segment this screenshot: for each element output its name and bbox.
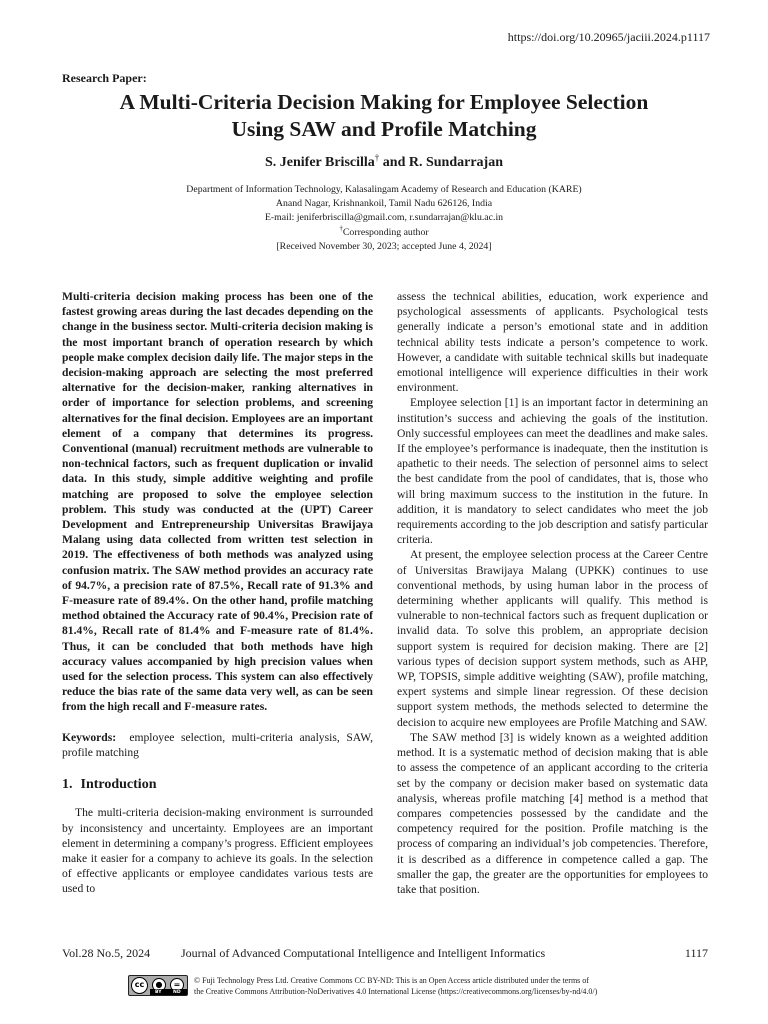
paper-type-label: Research Paper:: [62, 71, 147, 85]
intro-paragraph-5: The SAW method [3] is widely known as a weighted addition method. It is a systematic method of decision making that is able to assess the competence of an applicant according to the criteria set by the company or decision maker based on systematic data analysis, whereas profile matching [4] method is a method that compares competencies possessed by the candidate and the competency required for the position. Profile matching is the process of comparing an individual’s job competencies. Therefore, it is described as a difference in competence called a gap. The smaller the gap, the greater are the opportunities for employees to take that position.: [397, 730, 708, 896]
keywords-text: employee selection, multi-criteria analysis, SAW, profile matching: [62, 730, 373, 759]
abstract: Multi-criteria decision making process has been one of the fastest growing areas during the last decades depending on the change in the business sector. Multi-criteria decision making is the most important branch of operation research by which people make complex decision daily life. The major steps in the decision-making approach are selecting the most preferred alternative for the decision-maker, ranking alternatives in order of importance for selection problems, and screening alternatives for the final decision. Employees are an important element of a company that determines its progress. Conventional (manual) recruitment methods are vulnerable to non-technical factors, such as frequent duplication or invalid data. In this study, simple additive weighting and profile matching are proposed to solve the employee selection problem. This study was conducted at the (UPT) Career Development and Entrepreneurship Universitas Brawijaya Malang using data collected from written test selection in 2019. The effectiveness of both methods was analyzed using confusion matrix. The SAW method provides an accuracy rate of 94.7%, a precision rate of 87.5%, Recall rate of 91.3% and F-measure rate of 89.4%. On the other hand, profile matching method obtained the Accuracy rate of 90.4%, Precision rate of 81.4%, Recall rate of 81.4% and F-measure rate of 81.4%. Thus, it can be concluded that both methods have high accuracy values accompanied by high precision values when used for the selection process. This system can also effectively reduce the bias rate of the same data very well, as can be seen from the high recall and F-measure rates.: [62, 290, 373, 714]
keywords-label: Keywords:: [62, 730, 117, 744]
title-line-1: A Multi-Criteria Decision Making for Employee Selection: [119, 90, 649, 114]
section-number: 1.: [62, 777, 73, 793]
attribution-icon: ●: [152, 978, 166, 992]
author-2: R. Sundarrajan: [408, 155, 503, 170]
right-column: [397, 289, 708, 897]
title-line-2: Using SAW and Profile Matching: [231, 117, 537, 141]
cc-logo-icon: cc: [131, 977, 148, 994]
left-column: [62, 289, 373, 897]
author-1: S. Jenifer Briscilla: [264, 155, 375, 170]
address: Anand Nagar, Krishnankoil, Tamil Nadu 626126, India: [275, 198, 493, 210]
author-list: [0, 152, 768, 171]
intro-paragraph-4: At present, the employee selection process at the Career Centre of Universitas Brawijaya Malang (UPKK) continues to use conventional methods, by using human labor in the process of determining whether applicants will qualify. This method is vulnerable to non-technical factors such as frequent duplication or invalid data. To solve this problem, an appropriate decision support system is required for decision making. There are [2] various types of decision support system methods, such as AHP, WP, TOPSIS, simple additive weighting (SAW), profile matching, expert systems and simple linear regression. Of these decision support system methods, the methods selected to determine the decision to acquire new employees are Profile Matching and SAW.: [397, 548, 708, 729]
no-derivatives-icon: =: [170, 978, 184, 992]
badge-nd-label: ND: [173, 989, 181, 995]
doi-link[interactable]: https://doi.org/10.20965/jaciii.2024.p1117: [507, 30, 710, 44]
badge-label-strip: [150, 989, 187, 995]
journal-name: Journal of Advanced Computational Intelligence and Intelligent Informatics: [181, 946, 546, 960]
affiliation: Department of Information Technology, Kalasalingam Academy of Research and Education (KARE): [186, 184, 582, 195]
license-text: [194, 976, 597, 997]
email: E-mail: jeniferbriscilla@gmail.com, r.sundarrajan@klu.ac.in: [264, 212, 504, 224]
corresponding-note: [0, 226, 768, 240]
section-title: Introduction: [80, 777, 157, 793]
section-heading-introduction: [62, 777, 373, 792]
author-join: and: [379, 155, 409, 170]
license-line-1: © Fuji Technology Press Ltd. Creative Commons CC BY-ND: This is an Open Access article distributed under the terms of: [194, 976, 589, 985]
corresponding-note-mark: †: [339, 224, 343, 233]
paper-title: [40, 89, 728, 143]
received-dates: [Received November 30, 2023; accepted June 4, 2024]: [276, 240, 492, 252]
license-line-2: the Creative Commons Attribution-NoDerivatives 4.0 International License (https://creativecommons.org/licenses/by-nd/4.0/): [194, 986, 598, 996]
cc-by-nd-badge-icon[interactable]: [128, 975, 188, 996]
intro-paragraph-3: Employee selection [1] is an important factor in determining an institution’s success and achieving the goals of the institution. Only successful employees can meet the deadlines and make sales. If the employee’s performance is inadequate, then the institution is apathetic to their needs. The selection of personnel aims to select the best candidate from the pool of candidates, that is, those who will bring maximum success to the institution in the future. In addition, it is mandatory to select candidates who meet the job requirements according to the job description and satisfy particular criteria.: [397, 396, 708, 547]
volume-info: Vol.28 No.5, 2024: [62, 946, 151, 960]
intro-paragraph-1: The multi-criteria decision-making environment is surrounded by inconsistency and uncertainty. Employees are an important element in determining a company’s progress. Efficient employees make it easier for a company to achieve its goals. In the selection of effective applicants or employee candidates various tests are used to: [62, 806, 373, 896]
intro-paragraph-2: assess the technical abilities, education, work experience and psychological assessments of applicants. Psychological tests generally indicate a person’s emotional state and in addition technical ability tests indicate a person’s competence to work. However, a candidate with suitable technical skills but inadequate emotional intelligence will experience difficulties in their work environment.: [397, 290, 708, 395]
affiliation-block: [0, 183, 768, 254]
keywords: [62, 730, 373, 760]
badge-by-label: BY: [155, 989, 162, 995]
corresponding-mark: †: [374, 152, 380, 163]
page-number: 1117: [684, 946, 708, 960]
license-block: [128, 975, 688, 999]
corresponding-note-text: Corresponding author: [342, 226, 429, 238]
